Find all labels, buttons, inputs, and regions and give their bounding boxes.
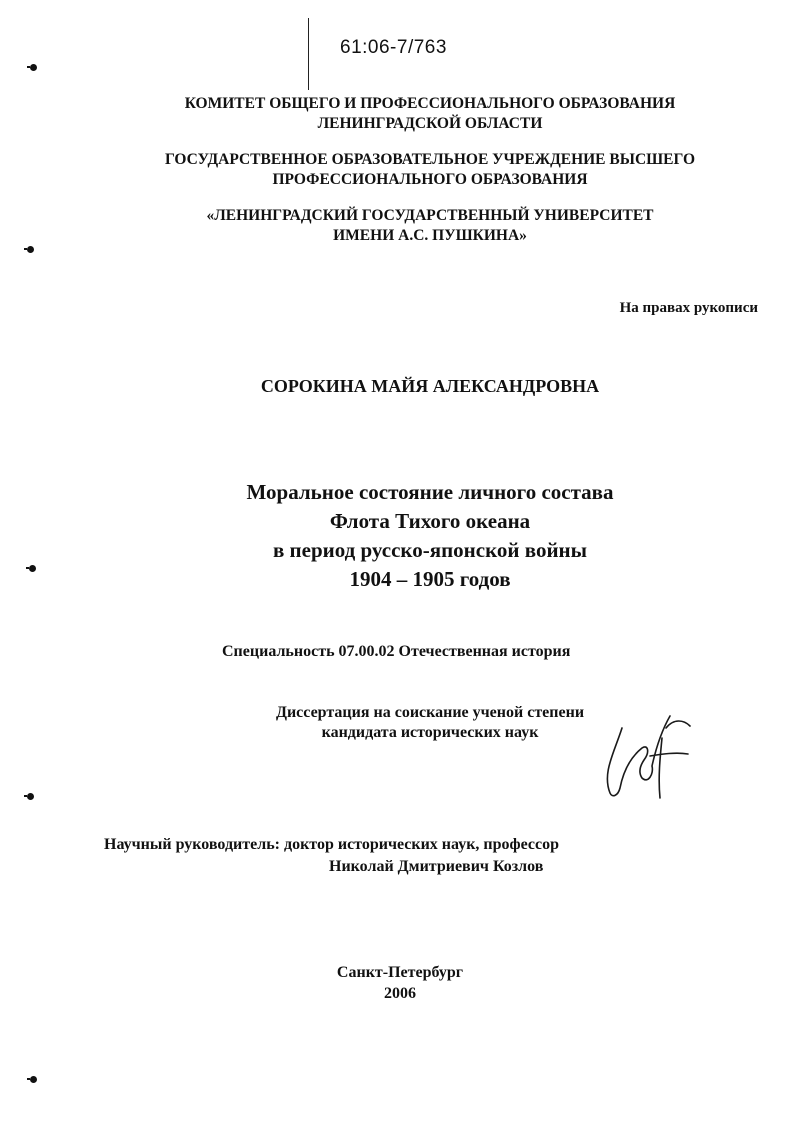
binder-hole-mark [30,1076,37,1083]
binder-hole-mark [27,246,34,253]
university-block [90,206,770,246]
committee-block [90,94,770,134]
title-line-3: в период русско-японской войны [272,538,588,562]
institution-block [90,150,770,190]
manuscript-note: На правах рукописи [619,300,758,316]
title-line-1: Моральное состояние личного состава [246,480,614,504]
institution-line-2: ПРОФЕССИОНАЛЬНОГО ОБРАЗОВАНИЯ [272,171,588,188]
binder-hole-mark [29,565,36,572]
binder-hole-mark [30,64,37,71]
university-line-1: «ЛЕНИНГРАДСКИЙ ГОСУДАРСТВЕННЫЙ УНИВЕРСИТЕТ [206,207,654,224]
signature-image [592,708,702,808]
committee-line-2: ЛЕНИНГРАДСКОЙ ОБЛАСТИ [317,115,543,132]
supervisor-block [104,834,559,878]
year: 2006 [384,985,416,1002]
author-name: СОРОКИНА МАЙЯ АЛЕКСАНДРОВНА [260,376,600,396]
imprint [300,962,500,1004]
archive-stamp: 61:06-7/763 [340,37,447,58]
supervisor-line-1: Научный руководитель: доктор исторических наук, профессор [104,836,560,853]
stamp-rule [308,18,309,90]
university-line-2: ИМЕНИ А.С. ПУШКИНА» [333,227,527,244]
binder-hole-mark [27,793,34,800]
institution-line-1: ГОСУДАРСТВЕННОЕ ОБРАЗОВАТЕЛЬНОЕ УЧРЕЖДЕНИЕ ВЫСШЕГО [164,151,696,168]
city: Санкт-Петербург [336,964,464,981]
committee-line-1: КОМИТЕТ ОБЩЕГО И ПРОФЕССИОНАЛЬНОГО ОБРАЗОВАНИЯ [184,95,676,112]
dissertation-type [230,703,630,743]
dissertation-title [90,478,770,594]
title-line-2: Флота Тихого океана [329,509,531,533]
specialty: Специальность 07.00.02 Отечественная история [222,643,571,660]
dissertation-line-1: Диссертация на соискание ученой степени [275,704,585,721]
dissertation-line-2: кандидата исторических наук [321,724,539,741]
title-line-4: 1904 – 1905 годов [349,567,511,591]
supervisor-line-2: Николай Дмитриевич Козлов [329,858,544,875]
